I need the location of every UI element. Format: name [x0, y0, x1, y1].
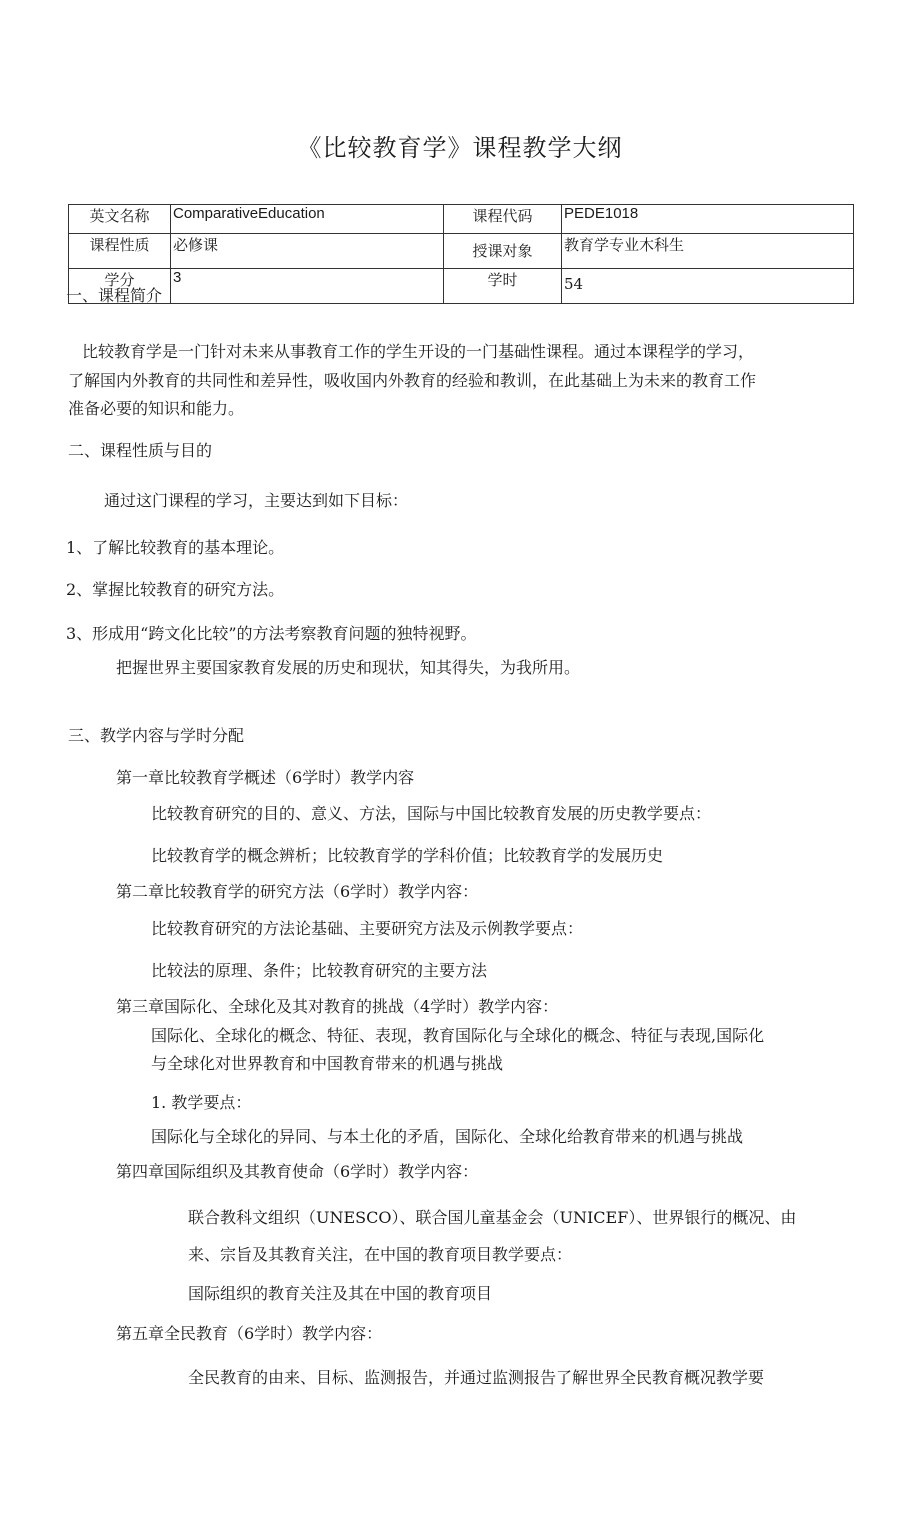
section-heading-3: 三、教学内容与学时分配	[68, 726, 245, 745]
chapter-heading: 第五章全民教育（6学时）教学内容：	[116, 1324, 383, 1343]
table-cell: 英文名称	[69, 205, 171, 234]
table-cell: 授课对象	[444, 234, 562, 269]
paragraph-line: 国际化、全球化的概念、特征、表现，教育国际化与全球化的概念、特征与表现,国际化	[151, 1026, 765, 1045]
list-item: 2、掌握比较教育的研究方法。	[66, 580, 285, 599]
table-cell: 课程代码	[444, 205, 562, 234]
paragraph-line: 通过这门课程的学习，主要达到如下目标：	[104, 491, 409, 510]
course-info-table	[68, 204, 854, 304]
paragraph-line: 比较教育研究的目的、意义、方法，国际与中国比较教育发展的历史教学要点：	[151, 804, 712, 823]
paragraph-line: 把握世界主要国家教育发展的历史和现状，知其得失，为我所用。	[116, 658, 581, 677]
paragraph-line: 比较教育学是一门针对未来从事教育工作的学生开设的一门基础性课程。通过本课程学的学习，	[82, 342, 755, 361]
table-cell: 教育学专业木科生	[562, 234, 854, 269]
paragraph-line: 比较法的原理、条件；比较教育研究的主要方法	[151, 961, 488, 980]
table-cell: ComparativeEducation	[171, 205, 444, 234]
paragraph-line: 准备必要的知识和能力。	[68, 399, 245, 418]
table-cell: 3	[171, 269, 444, 304]
list-item: 1、了解比较教育的基本理论。	[66, 538, 285, 557]
table-row	[69, 269, 854, 304]
paragraph-line: 国际化与全球化的异同、与本土化的矛盾，国际化、全球化给教育带来的机遇与挑战	[151, 1127, 744, 1146]
table-cell: 学分	[69, 269, 171, 304]
table-cell: PEDE1018	[562, 205, 854, 234]
table-cell: 54	[562, 269, 854, 304]
table-cell: 课程性质	[69, 234, 171, 269]
table-row	[69, 205, 854, 234]
paragraph-line: 国际组织的教育关注及其在中国的教育项目	[188, 1284, 493, 1303]
section-heading-1: 一、课程简介	[66, 286, 163, 305]
chapter-heading: 第三章国际化、全球化及其对教育的挑战（4学时）教学内容：	[116, 997, 559, 1016]
chapter-heading: 第二章比较教育学的研究方法（6学时）教学内容：	[116, 882, 479, 901]
chapter-heading: 第四章国际组织及其教育使命（6学时）教学内容：	[116, 1162, 479, 1181]
paragraph-line: 联合教科文组织（UNESCO）、联合国儿童基金会（UNICEF）、世界银行的概况、由	[188, 1208, 797, 1227]
paragraph-line: 与全球化对世界教育和中国教育带来的机遇与挑战	[151, 1054, 504, 1073]
page-title: 《比较教育学》课程教学大纲	[297, 134, 623, 162]
paragraph-line: 了解国内外教育的共同性和差异性，吸收国内外教育的经验和教训，在此基础上为未来的教育工作	[68, 371, 757, 390]
paragraph-line: 比较教育研究的方法论基础、主要研究方法及示例教学要点：	[151, 919, 584, 938]
list-item: 3、形成用“跨文化比较”的方法考察教育问题的独特视野。	[66, 624, 477, 643]
paragraph-line: 比较教育学的概念辨析；比较教育学的学科价值；比较教育学的发展历史	[151, 846, 664, 865]
table-cell: 学时	[444, 269, 562, 304]
section-heading-2: 二、课程性质与目的	[68, 441, 213, 460]
paragraph-line: 全民教育的由来、目标、监测报告，并通过监测报告了解世界全民教育概况教学要	[188, 1368, 765, 1387]
table-row	[69, 234, 854, 269]
table-cell: 必修课	[171, 234, 444, 269]
list-item: 1. 教学要点：	[151, 1093, 252, 1112]
chapter-heading: 第一章比较教育学概述（6学时）教学内容	[116, 768, 415, 787]
paragraph-line: 来、宗旨及其教育关注，在中国的教育项目教学要点：	[188, 1245, 573, 1264]
